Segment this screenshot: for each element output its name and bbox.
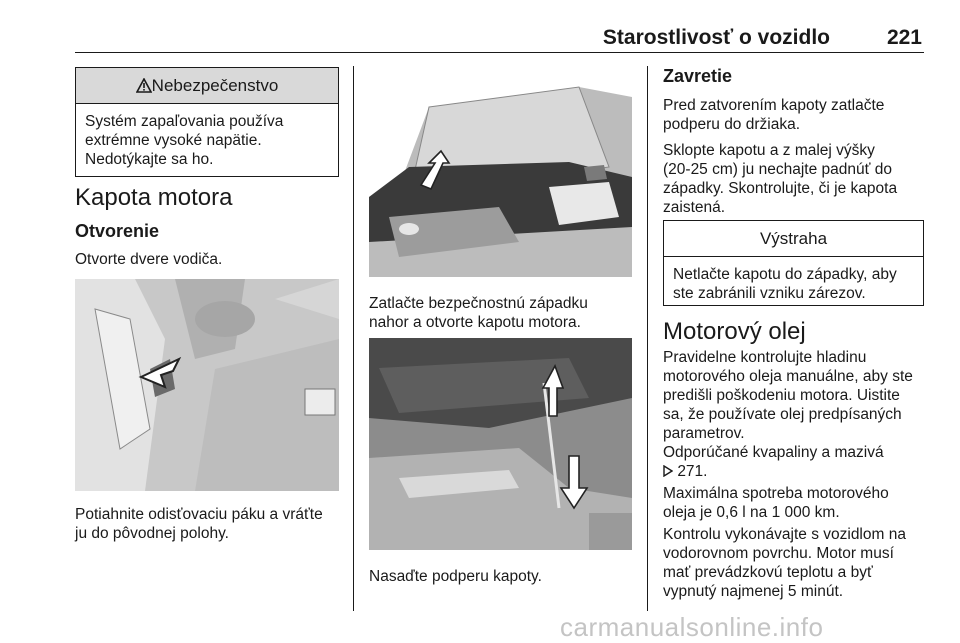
closing-paragraph-1 (663, 96, 884, 134)
step-pull-lever-line: ju do pôvodnej polohy. (75, 525, 229, 542)
warning-triangle-icon (136, 78, 152, 93)
danger-box-header (76, 68, 338, 104)
closing-line: podperu do držiaka. (663, 116, 801, 133)
caution-line: ste zabránili vzniku zárezov. (673, 285, 866, 302)
reference-arrow-icon (663, 465, 673, 477)
step-push-catch-line: nahor a otvorte kapotu motora. (369, 314, 581, 331)
danger-line: Nedotýkajte sa ho. (85, 151, 214, 168)
closing-line: zaistená. (663, 199, 726, 216)
caution-line: Netlačte kapotu do západky, aby (673, 266, 897, 283)
subsection-title-closing: Zavretie (663, 66, 733, 86)
oil-paragraph-1 (663, 348, 913, 443)
oil-reference-line (663, 462, 884, 481)
oil-line: vodorovnom povrchu. Motor musí (663, 545, 894, 562)
oil-paragraph-3 (663, 484, 889, 522)
oil-line: motorového oleja manuálne, aby ste (663, 368, 913, 385)
step-push-catch-line: Zatlačte bezpečnostnú západku (369, 295, 588, 312)
watermark: carmanualsonline.info (560, 612, 824, 642)
header-rule (75, 52, 924, 53)
oil-line: predišli poškodeniu motora. Uistite (663, 387, 900, 404)
oil-line: sa, že používate olej predpísaných (663, 406, 902, 423)
danger-box-body (76, 104, 338, 177)
danger-box (75, 67, 339, 177)
caution-box (663, 220, 924, 306)
caution-box-header: Výstraha (664, 221, 923, 257)
oil-line: Odporúčané kvapaliny a mazivá (663, 444, 884, 461)
oil-paragraph-4 (663, 525, 906, 601)
oil-line: mať prevádzkovú teplotu a byť (663, 564, 873, 581)
closing-line: (20-25 cm) ju nechajte padnúť do (663, 161, 892, 178)
column-divider-1 (353, 66, 354, 611)
step-open-door: Otvorte dvere vodiča. (75, 251, 223, 268)
oil-line: Kontrolu vykonávajte s vozidlom na (663, 526, 906, 543)
column-divider-2 (647, 66, 648, 611)
danger-box-title: Nebezpečenstvo (151, 76, 279, 95)
illustration-hood-stay (369, 338, 632, 550)
closing-paragraph-2 (663, 141, 897, 217)
oil-line: parametrov. (663, 425, 745, 442)
subsection-title-opening: Otvorenie (75, 221, 160, 241)
oil-line: Maximálna spotreba motorového (663, 485, 889, 502)
step-push-catch (369, 294, 588, 332)
oil-line: oleja je 0,6 l na 1 000 km. (663, 504, 840, 521)
section-title-hood: Kapota motora (75, 184, 233, 211)
danger-line: Systém zapaľovania používa (85, 113, 284, 130)
oil-line: Pravidelne kontrolujte hladinu (663, 349, 867, 366)
illustration-release-lever (75, 279, 339, 491)
oil-line: vypnutý najmenej 5 minút. (663, 583, 844, 600)
page-number: 221 (886, 26, 922, 49)
closing-line: Sklopte kapotu a z malej výšky (663, 142, 875, 159)
step-insert-stay: Nasaďte podperu kapoty. (369, 568, 542, 585)
section-title-engine-oil: Motorový olej (663, 318, 806, 345)
caution-box-body (664, 257, 923, 311)
oil-reference-page[interactable]: 271. (677, 463, 708, 480)
closing-line: západky. Skontrolujte, či je kapota (663, 180, 898, 197)
step-pull-lever-line: Potiahnite odisťovaciu páku a vráťte (75, 506, 323, 523)
oil-paragraph-2 (663, 443, 884, 481)
closing-line: Pred zatvorením kapoty zatlačte (663, 97, 885, 114)
step-pull-lever (75, 505, 323, 543)
running-header-title: Starostlivosť o vozidlo (602, 26, 830, 49)
danger-line: extrémne vysoké napätie. (85, 132, 262, 149)
illustration-safety-catch (369, 67, 632, 277)
